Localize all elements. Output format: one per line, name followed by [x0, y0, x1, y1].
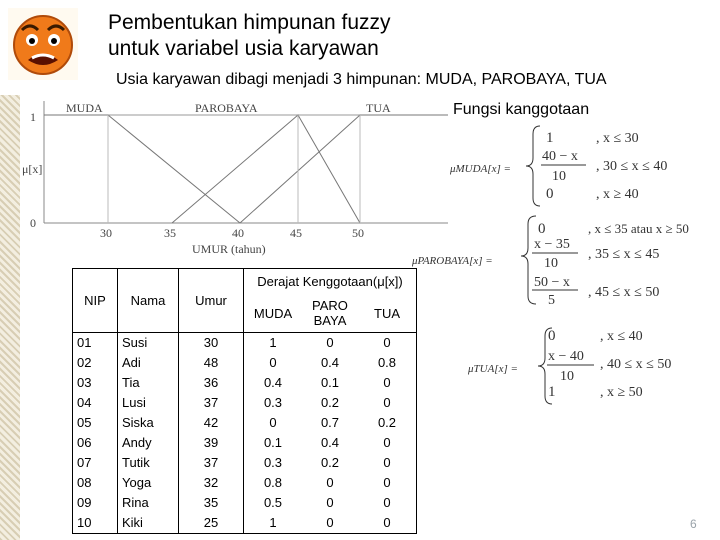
tua-r1: 0 — [548, 328, 556, 344]
membership-formulas — [412, 120, 720, 410]
table-row — [73, 473, 417, 493]
label-parobaya: PAROBAYA — [195, 101, 258, 115]
cell-umur: 36 — [179, 373, 244, 393]
muda-curve — [44, 115, 240, 223]
cell-nama: Adi — [118, 353, 179, 373]
cell-muda: 1 — [244, 513, 303, 534]
tua-r2-cond: , 40 ≤ x ≤ 50 — [600, 357, 672, 372]
parobaya-r3-den: 5 — [548, 293, 555, 308]
header-derajat: Derajat Kenggotaan(μ[x]) — [244, 269, 417, 295]
cell-nip: 08 — [73, 473, 118, 493]
cell-tua: 0 — [358, 493, 417, 513]
y-label-one: 1 — [30, 110, 36, 124]
parobaya-r3-num: 50 − x — [534, 275, 570, 290]
parobaya-r1-cond: , x ≤ 35 atau x ≥ 50 — [588, 221, 689, 236]
table-row — [73, 373, 417, 393]
parobaya-curve — [172, 115, 360, 223]
muda-function-name: μMUDA[x] = — [450, 163, 511, 175]
header-nip: NIP — [73, 269, 118, 333]
cell-nip: 10 — [73, 513, 118, 534]
cell-parobaya: 0 — [302, 513, 358, 534]
table-row — [73, 333, 417, 354]
cell-nama: Siska — [118, 413, 179, 433]
cell-tua: 0 — [358, 513, 417, 534]
cell-muda: 0.4 — [244, 373, 303, 393]
cell-umur: 37 — [179, 393, 244, 413]
cell-tua: 0 — [358, 433, 417, 453]
header-muda: MUDA — [244, 295, 303, 333]
muda-r2-den: 10 — [552, 169, 566, 184]
tick-40: 40 — [232, 226, 244, 240]
cell-muda: 1 — [244, 333, 303, 354]
cell-umur: 42 — [179, 413, 244, 433]
cell-muda: 0.1 — [244, 433, 303, 453]
title-line-2: untuk variabel usia karyawan — [108, 37, 379, 60]
tick-50: 50 — [352, 226, 364, 240]
tua-r3: 1 — [548, 384, 556, 400]
parobaya-r1: 0 — [538, 221, 546, 237]
slide-subtitle: Usia karyawan dibagi menjadi 3 himpunan: MUDA, PAROBAYA, TUA — [116, 71, 607, 88]
membership-graph — [20, 95, 450, 255]
cell-nip: 06 — [73, 433, 118, 453]
table-row — [73, 433, 417, 453]
cell-nip: 03 — [73, 373, 118, 393]
muda-brace — [526, 126, 540, 206]
cell-parobaya: 0 — [326, 475, 334, 490]
cell-tua: 0 — [358, 473, 417, 493]
cell-nama: Tia — [118, 373, 179, 393]
cell-muda: 0.3 — [244, 453, 303, 473]
cell-nip: 07 — [73, 453, 118, 473]
cell-muda: 0 — [244, 413, 303, 433]
muda-r3-cond: , x ≥ 40 — [596, 187, 639, 202]
tua-curve — [240, 115, 448, 223]
y-label-zero: 0 — [30, 216, 36, 230]
cell-nama: Tutik — [118, 453, 179, 473]
parobaya-r2-cond: , 35 ≤ x ≤ 45 — [588, 247, 660, 262]
cell-umur: 39 — [179, 433, 244, 453]
cell-nip: 05 — [73, 413, 118, 433]
cell-nama: Yoga — [118, 473, 179, 493]
cell-parobaya: 0 — [326, 335, 334, 350]
slide-title — [108, 10, 391, 62]
tick-35: 35 — [164, 226, 176, 240]
tua-r1-cond: , x ≤ 40 — [600, 329, 643, 344]
cell-parobaya: 0.1 — [320, 375, 340, 390]
cell-nip: 02 — [73, 353, 118, 373]
cell-tua: 0.8 — [358, 353, 417, 373]
title-line-1: Pembentukan himpunan fuzzy — [108, 11, 391, 34]
parobaya-function-name: μPAROBAYA[x] = — [412, 255, 493, 267]
table-row — [73, 393, 417, 413]
cell-muda: 0.5 — [244, 493, 303, 513]
muda-r2-num: 40 − x — [542, 149, 578, 164]
cell-umur: 25 — [179, 513, 244, 534]
tick-45: 45 — [290, 226, 302, 240]
table-row — [73, 453, 417, 473]
cell-umur: 35 — [179, 493, 244, 513]
cell-muda: 0.3 — [244, 393, 303, 413]
tua-r2-num: x − 40 — [548, 349, 584, 364]
cell-parobaya: 0.2 — [320, 455, 340, 470]
tua-r2-den: 10 — [560, 369, 574, 384]
muda-r1-cond: , x ≤ 30 — [596, 131, 639, 146]
table-row — [73, 493, 417, 513]
worried-face-icon — [8, 8, 78, 80]
header-nama: Nama — [118, 269, 179, 333]
cell-tua: 0.2 — [358, 413, 417, 433]
cell-umur: 37 — [179, 453, 244, 473]
parobaya-r2-num: x − 35 — [534, 237, 570, 252]
page-number: 6 — [690, 517, 697, 531]
parobaya-r2-den: 10 — [544, 256, 558, 271]
muda-r2-cond: , 30 ≤ x ≤ 40 — [596, 159, 668, 174]
x-axis-title: UMUR (tahun) — [192, 242, 266, 256]
table-row — [73, 413, 417, 433]
membership-degree-table — [72, 268, 417, 534]
tick-30: 30 — [100, 226, 112, 240]
label-tua: TUA — [366, 101, 391, 115]
cell-nama: Rina — [118, 493, 179, 513]
cell-umur: 32 — [179, 473, 244, 493]
header-umur: Umur — [179, 269, 244, 333]
cell-nama: Susi — [118, 333, 179, 354]
y-axis-title: μ[x] — [22, 162, 43, 176]
table-row — [73, 353, 417, 373]
tua-r3-cond: , x ≥ 50 — [600, 385, 643, 400]
header-parobaya: PARO BAYA — [302, 295, 358, 333]
membership-function-label: Fungsi kanggotaan — [453, 101, 590, 118]
cell-nip: 01 — [73, 333, 118, 354]
muda-r3: 0 — [546, 186, 554, 202]
cell-muda: 0.8 — [244, 473, 303, 493]
cell-parobaya: 0.4 — [320, 355, 340, 370]
cell-parobaya: 0.2 — [320, 395, 340, 410]
cell-umur: 30 — [179, 333, 244, 354]
left-decorative-stripe — [0, 95, 20, 540]
cell-tua: 0 — [358, 453, 417, 473]
cell-parobaya: 0.4 — [320, 435, 340, 450]
cell-parobaya: 0 — [326, 495, 334, 510]
cell-nama: Lusi — [118, 393, 179, 413]
cell-nama: Andy — [118, 433, 179, 453]
parobaya-brace — [521, 216, 536, 304]
cell-parobaya: 0.7 — [320, 415, 340, 430]
cell-nip: 09 — [73, 493, 118, 513]
cell-tua: 0 — [358, 373, 417, 393]
label-muda: MUDA — [66, 101, 103, 115]
cell-tua: 0 — [358, 393, 417, 413]
table-row — [73, 513, 417, 534]
parobaya-r3-cond: , 45 ≤ x ≤ 50 — [588, 285, 660, 300]
cell-umur: 48 — [179, 353, 244, 373]
cell-nama: Kiki — [118, 513, 179, 534]
cell-tua: 0 — [358, 333, 417, 354]
header-tua: TUA — [358, 295, 417, 333]
cell-muda: 0 — [244, 353, 303, 373]
cell-nip: 04 — [73, 393, 118, 413]
muda-r1: 1 — [546, 130, 554, 146]
tua-function-name: μTUA[x] = — [468, 363, 518, 375]
